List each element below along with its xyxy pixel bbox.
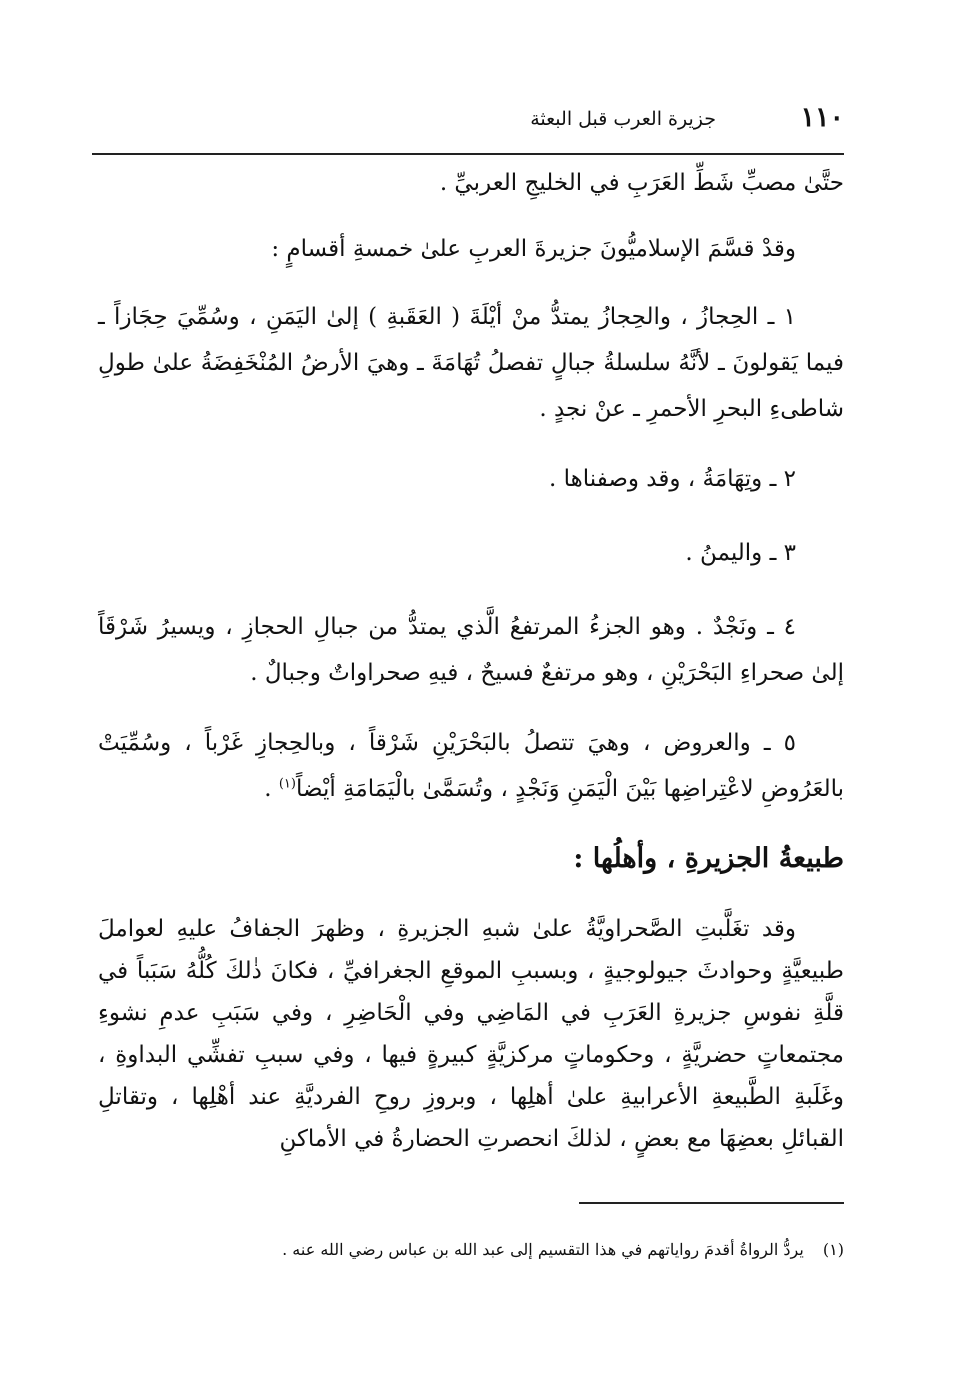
footnote-reference: (١) [278, 776, 296, 792]
header-divider [92, 153, 844, 155]
footnote-text: يردُّ الرواةُ أقدمَ رواياتهم في هذا التقسيم إلى عبد الله بن عباس رضي الله عنه . [282, 1240, 804, 1259]
main-text [98, 160, 844, 1160]
list-item-tihama: ٢ ـ وتِهَامَةُ ، وقد وصفناها . [549, 466, 796, 492]
list-item-yemen: ٣ ـ واليمنُ . [685, 540, 796, 566]
footnote-divider [579, 1202, 844, 1204]
list-item-hijaz: ١ ـ الحِجازُ ، والحِجازُ يمتدُّ منْ أيْلَةَ ( العَقَبةِ ) إلىٰ اليَمَنِ ، وسُمِّيَ حِجَازاً ـ فيما يَقولونَ ـ لأنَّهُ سلسلةُ جبالٍ تفصلُ تُهَامَةَ ـ وهيَ الأرضُ المُنْخَفِضَةُ علىٰ طولِ شاطىءِ البحرِ الأحمرِ ـ عنْ نجدٍ . [98, 304, 844, 422]
list-item-arud-end: . [264, 776, 279, 802]
body-paragraph: وقد تغَلَّبتِ الصَّحراويَّةُ علىٰ شبهِ الجزيرةِ ، وظهرَ الجفافُ عليهِ لعواملَ طبيعيَّةٍ وحوادثَ جيولوجيةٍ ، وبسببِ الموقعِ الجغرافيِّ ، فكانَ ذٰلكَ كُلُّهُ سَبَباً في قلَّةِ نفوسِ جزيرةِ العَرَبِ في المَاضِي وفي الْحَاضِرِ ، وفي سَبَبِ عدمِ نشوءِ مجتمعاتٍ حضريَّةٍ ، وحكوماتٍ مركزيَّةٍ كبيرةٍ فيها ، وفي سببِ تفشِّي البداوةِ ، وغَلَبةِ الطَّبيعةِ الأعرابيةِ علىٰ أهلِها ، وبروزِ روحِ الفرديَّةِ عند أهْلِها ، وتقاتلِ القبائلِ بعضِهَا مع بعضٍ ، لذلكَ انحصرتِ الحضارةُ في الأماكنِ [98, 916, 844, 1152]
list-item-najd: ٤ ـ ونَجْدٌ . وهو الجزءُ المرتفعُ الَّذي يمتدُّ من جبالِ الحجازِ ، ويسيرُ شَرْقَاً إلىٰ صحراءِ البَحْرَيْنِ ، وهو مرتفعٌ فسيحٌ ، فيهِ صحراواتٌ وجبالٌ . [98, 614, 844, 686]
intro-paragraph: وقدْ قسَّمَ الإسلاميُّونَ جزيرةَ العربِ علىٰ خمسةِ أقسامٍ : [271, 236, 796, 262]
list-item-arud [98, 720, 844, 812]
footnote-marker: (١) [822, 1240, 844, 1259]
footnote [200, 1236, 844, 1264]
page-number: ١١٠ [800, 102, 844, 133]
section-heading: طبيعةُ الجزيرةِ ، وأهلُها : [573, 843, 844, 874]
page-header [92, 100, 844, 148]
running-title: جزيرة العرب قبل البعثة [530, 108, 716, 130]
continuation-line: حتَّىٰ مصبِّ شَطِّ العَرَبِ في الخليجِ العربيِّ . [439, 170, 844, 196]
list-item-arud-text: ٥ ـ والعروض ، وهيَ تتصلُ بالبَحْرَيْنِ شَرْقاً ، وبالحِجازِ غَرْباً ، وسُمِّيَتْ بالعَرُوضِ لاعْتِراضِها بَيْنَ الْيَمَنِ وَنَجْدٍ ، وتُسَمَّىٰ بالْيَمَامَةِ أيْضاً [98, 730, 844, 802]
